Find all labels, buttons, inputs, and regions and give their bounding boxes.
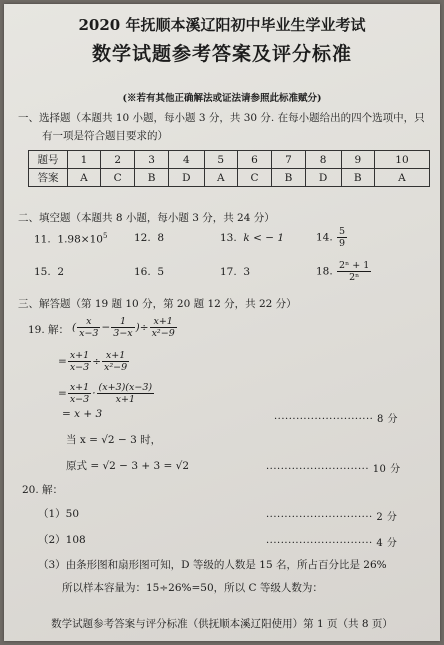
answer-17: 17. 3 [220,266,251,278]
table-cell: 5 [204,151,237,169]
answer-15: 15. 2 [34,266,65,278]
score-4: ····························· 4 分 [266,538,398,549]
answer-12: 12. 8 [134,232,165,244]
table-cell: 2 [100,151,135,169]
answer-14: 14. $\frac{5}{9}$ [316,226,346,249]
section1-title-cont: 有一项是符合题目要求的） [42,130,168,142]
table-cell: C [237,169,272,187]
q20-part3-cont: 所以样本容量为：15÷26%=50，所以 C 等级人数为： [62,582,323,594]
table-cell: 8 [305,151,341,169]
table-cell: A [374,169,429,187]
table-cell: 6 [237,151,272,169]
page-footer: 数学试题参考答案与评分标准（供抚顺本溪辽阳使用）第 1 页（共 8 页） [51,618,393,630]
answer-table [28,150,430,187]
table-header-cell: 题号 [29,151,68,169]
table-row-questions [29,151,430,169]
table-row-answers [29,169,430,187]
table-cell: B [272,169,305,187]
table-cell: 10 [374,151,429,169]
q20-label: 20. 解： [22,484,64,496]
page-title: 数学试题参考答案及评分标准 [91,43,352,65]
exam-title: 2020 年抚顺本溪辽阳初中毕业生学业考试 [78,16,366,34]
table-cell: 9 [341,151,374,169]
q19-substitute: 当 x = √2 − 3 时， [66,434,162,446]
table-cell: 4 [168,151,204,169]
q19-expression: ( $\frac{x}{x-3}$ − $\frac{1}{3-x}$ )÷ $\frac{x+1}{\text{x²−9}}$ [72,316,175,339]
grading-note: (※若有其他正确解法或证法请参照此标准赋分) [122,93,322,104]
answer-18: 18. $\frac{\text{2ⁿ + 1}}{\text{2ⁿ}}$ [316,260,370,283]
q20-part2: （2）108 [38,534,86,546]
answer-13: 13. k < − 1 [220,232,285,244]
answer-16: 16. 5 [134,266,165,278]
q19-label: 19. 解： [28,324,70,336]
answer-sheet-page [4,4,440,641]
table-cell: 1 [68,151,101,169]
section2-title: 二、填空题（本题共 8 小题，每小题 3 分，共 24 分） [18,212,275,224]
section3-title: 三、解答题（第 19 题 10 分，第 20 题 12 分，共 22 分） [18,298,297,310]
score-2: ····························· 2 分 [266,512,398,523]
table-cell: D [305,169,341,187]
score-8: ··························· 8 分 [274,414,399,425]
table-cell: A [68,169,101,187]
table-header-cell: 答案 [29,169,68,187]
q20-part1: （1）50 [38,508,80,520]
answer-11: 11. $1.98\times 10^5$ [34,232,108,246]
table-cell: 7 [272,151,305,169]
q19-result: 原式 = √2 − 3 + 3 = √2 [66,460,189,472]
score-10: ···························· 10 分 [266,464,401,475]
fraction: $\frac{5}{9}$ [339,226,346,249]
table-cell: D [168,169,204,187]
q19-step2: = $\frac{x+1}{x-3}$ · $\frac{(x+3)(x-3)}{x+1}$ [58,382,153,405]
table-cell: B [341,169,374,187]
q19-step1: = $\frac{x+1}{x-3}$ ÷ $\frac{x+1}{\text{x²−9}}$ [58,350,128,373]
table-cell: C [100,169,135,187]
q19-step3: = x + 3 [62,408,103,420]
section1-title: 一、选择题（本题共 10 小题，每小题 3 分，共 30 分. 在每小题给出的四个选项中，只 [18,112,425,124]
table-cell: B [135,169,168,187]
q20-part3: （3）由条形图和扇形图可知，D 等级的人数是 15 名，所占百分比是 26% [38,559,387,571]
table-cell: A [204,169,237,187]
fraction: $\frac{\text{2ⁿ + 1}}{\text{2ⁿ}}$ [339,260,370,283]
table-cell: 3 [135,151,168,169]
